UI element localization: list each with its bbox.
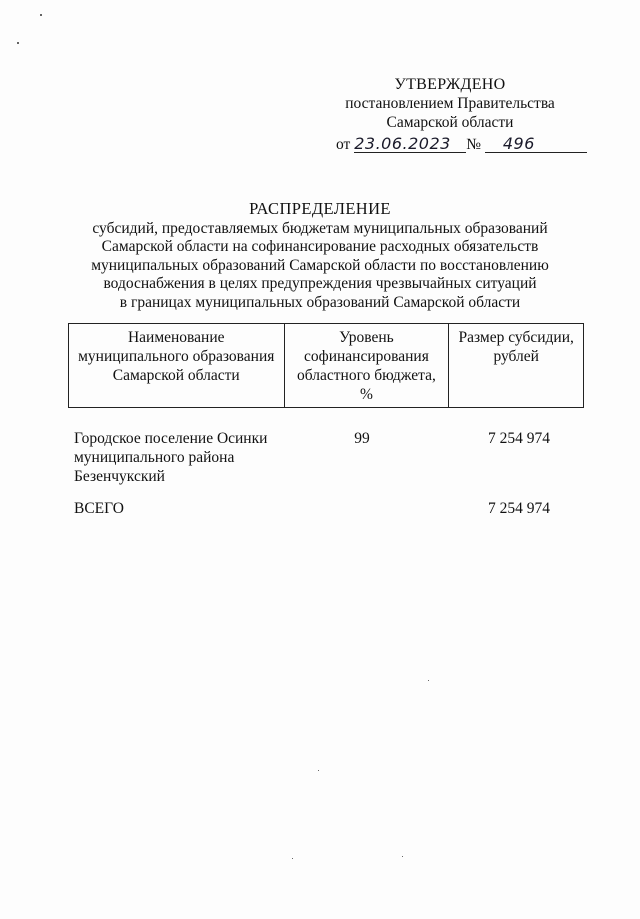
approval-line-1: постановлением Правительства [345, 95, 555, 112]
heading-line: муниципальных образований Самарской области по восстановлению [91, 256, 549, 274]
total-amount: 7 254 974 [488, 500, 550, 517]
date-prefix: от [336, 136, 351, 153]
distribution-table-header [68, 323, 584, 408]
scan-speck [402, 856, 403, 857]
scan-speck [318, 770, 319, 771]
total-label: ВСЕГО [74, 500, 124, 517]
table-header-row [69, 324, 584, 408]
heading-line: водоснабжения в целях предупреждения чрезвычайных ситуаций [103, 275, 537, 292]
header-municipality: Наименование муниципального образования Самарской области [69, 324, 285, 408]
approval-line-2: Самарской области [386, 114, 514, 131]
row-municipality: Городское поселение Осинки муниципального района Безенчукский [74, 430, 268, 485]
heading-line: субсидий, предоставляемых бюджетам муниципальных образований [92, 219, 548, 237]
approval-title: УТВЕРЖДЕНО [394, 76, 506, 93]
scan-speck [17, 42, 19, 44]
row-amount: 7 254 974 [488, 430, 550, 447]
document-heading [60, 200, 580, 312]
header-subsidy-amount: Размер субсидии, рублей [449, 324, 584, 408]
approval-block [330, 75, 570, 157]
heading-line: в границах муниципальных образований Самарской области [119, 293, 521, 311]
header-cofinancing-level: Уровень софинансирования областного бюджета, % [284, 324, 449, 408]
document-title: РАСПРЕДЕЛЕНИЕ [249, 199, 391, 218]
approval-date-line [330, 135, 570, 157]
handwritten-number: 496 [485, 135, 587, 153]
scan-speck [428, 680, 429, 681]
scan-speck [292, 858, 293, 859]
scan-speck [40, 14, 42, 16]
heading-line: Самарской области на софинансирование расходных обязательств [101, 238, 539, 255]
number-sign: № [466, 136, 481, 153]
handwritten-date: 23.06.2023 [354, 135, 466, 153]
row-level: 99 [354, 430, 370, 447]
